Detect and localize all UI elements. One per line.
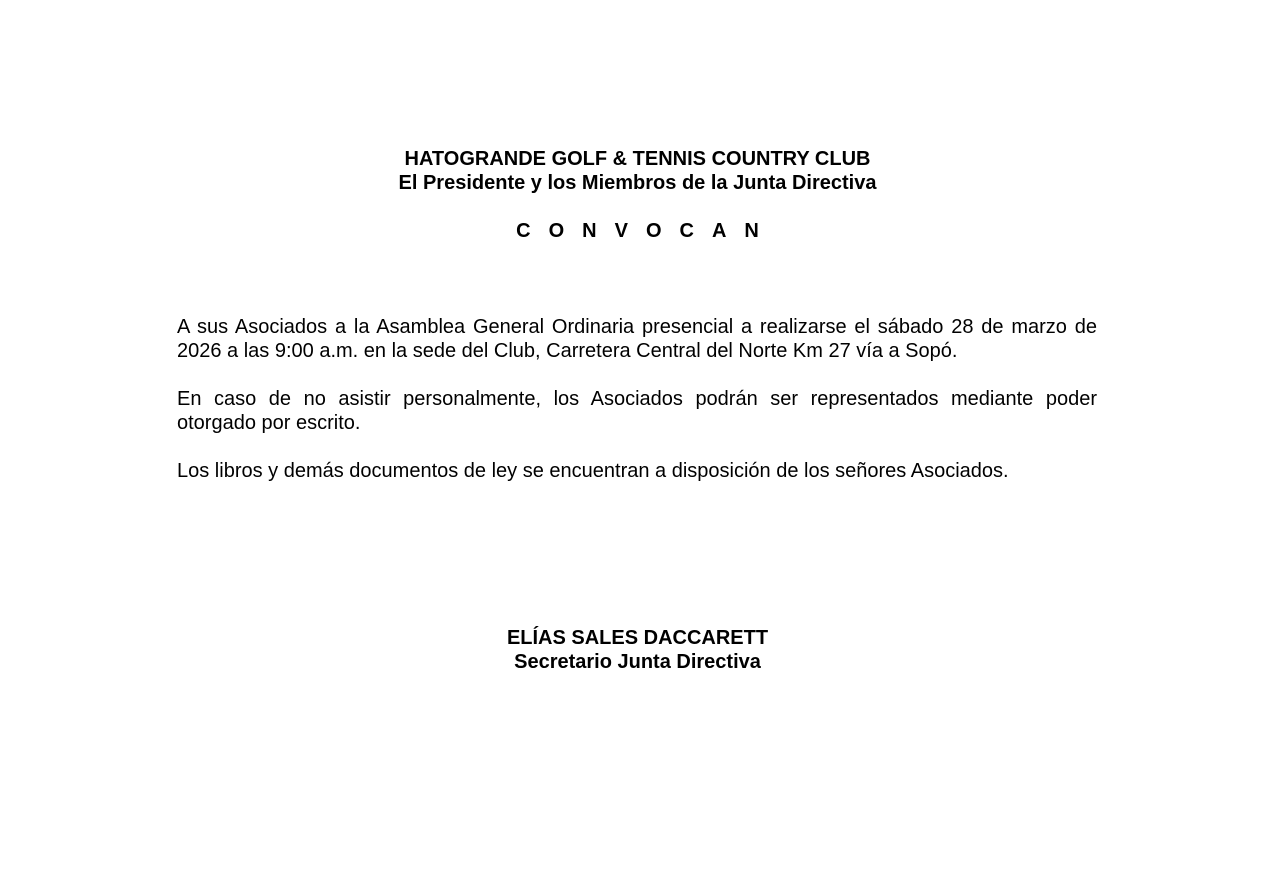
signature-block xyxy=(0,626,1275,674)
paragraph-representation: En caso de no asistir personalmente, los Asociados podrán ser representados mediante poder otorgado por escrito. xyxy=(177,388,1097,434)
club-name: HATOGRANDE GOLF & TENNIS COUNTRY CLUB xyxy=(404,148,871,170)
board-line: El Presidente y los Miembros de la Junta Directiva xyxy=(398,172,877,194)
convocan-heading: CONVOCAN xyxy=(516,220,777,242)
document-header xyxy=(0,147,1275,195)
paragraph-documents: Los libros y demás documentos de ley se encuentran a disposición de los señores Asociados. xyxy=(177,460,1009,482)
signatory-title: Secretario Junta Directiva xyxy=(514,651,761,673)
announcement-body xyxy=(177,315,1097,507)
paragraph-assembly: A sus Asociados a la Asamblea General Ordinaria presencial a realizarse el sábado 28 de marzo de 2026 a las 9:00 a.m. en la sede del Club, Carretera Central del Norte Km 27 vía a Sopó. xyxy=(177,316,1097,362)
signatory-name: ELÍAS SALES DACCARETT xyxy=(506,627,769,649)
